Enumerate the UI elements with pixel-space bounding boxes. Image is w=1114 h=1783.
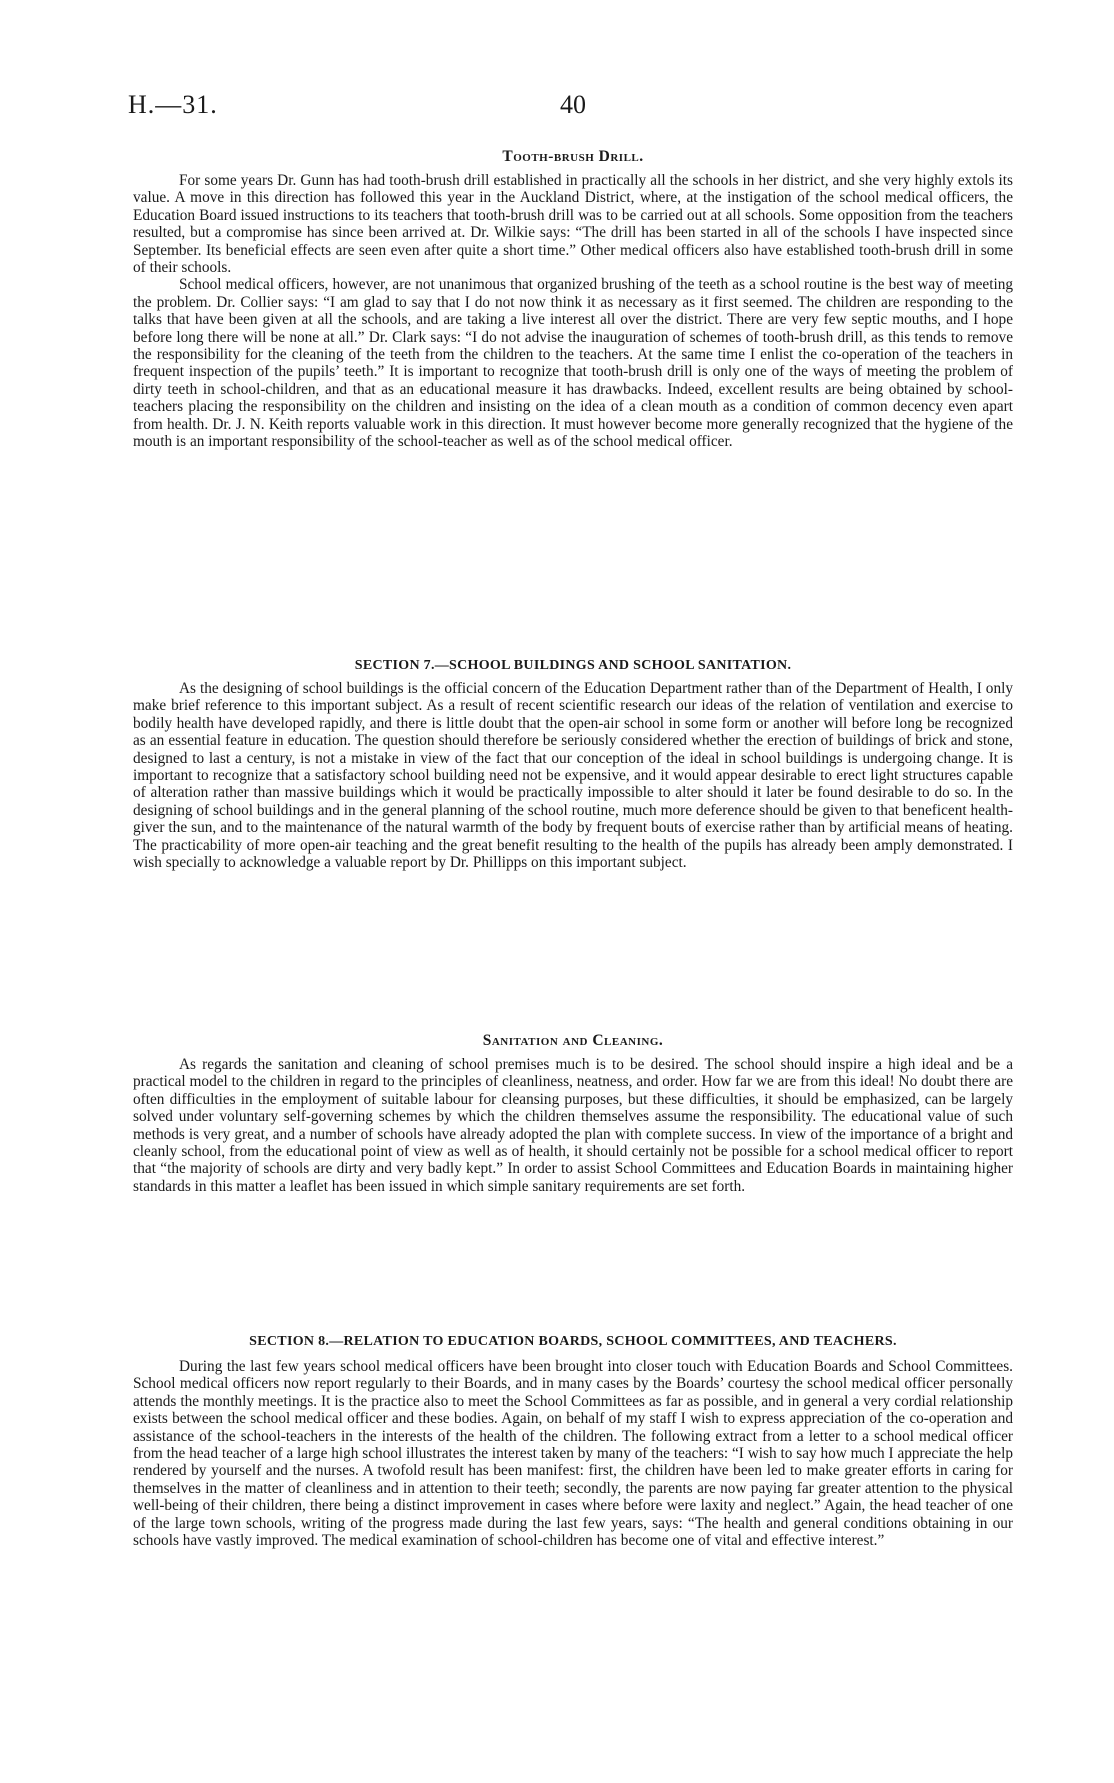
section-8-education-boards [133, 1334, 1013, 1549]
paragraph: For some years Dr. Gunn has had tooth-brush drill established in practically all the schools in her district, and she very highly extols its value. A move in this direction has followed this year in the Auckland District, where, at the instigation of the school medical officers, the Education Board issued instructions to its teachers that tooth-brush drill was to be carried out at all schools. Some opposition from the teachers resulted, but a compromise has since been arrived at. Dr. Wilkie says: “The drill has been started in all of the schools I have inspected since September. Its beneficial effects are seen even after quite a short time.” Other medical officers also have established tooth-brush drill in some of their schools. [133, 172, 1013, 277]
section-heading: SECTION 7.—SCHOOL BUILDINGS AND SCHOOL SANITATION. [354, 658, 792, 673]
report-code: H.—31. [128, 90, 218, 119]
section-7-school-buildings [133, 658, 1013, 871]
section-sanitation-cleaning [133, 1032, 1013, 1195]
section-tooth-brush-drill [133, 148, 1013, 451]
section-heading: Tooth-brush Drill. [502, 148, 644, 165]
section-heading: SECTION 8.—RELATION TO EDUCATION BOARDS, SCHOOL COMMITTEES, AND TEACHERS. [249, 1334, 897, 1349]
paragraph: School medical officers, however, are not unanimous that organized brushing of the teeth as a school routine is the best way of meeting the problem. Dr. Collier says: “I am glad to say that I do not now think it as necessary as it first seemed. The children are responding to the talks that have been given at all the schools, and are taking a live interest all over the district. There are very few septic mouths, and I hope before long there will be none at all.” Dr. Clark says: “I do not advise the inauguration of schemes of tooth-brush drill, as this tends to remove the responsibility for the cleaning of the teeth from the children to the teachers. At the same time I enlist the co-operation of the teachers in frequent inspection of the pupils’ teeth.” It is important to recognize that tooth-brush drill is only one of the ways of meeting the problem of dirty teeth in school-children, and that as an educational measure it has drawbacks. Indeed, excellent results are being obtained by school-teachers placing the responsibility on the children and insisting on the idea of a clean mouth as a condition of common decency even apart from health. Dr. J. N. Keith reports valuable work in this direction. It must however become more generally recognized that the hygiene of the mouth is an important responsibility of the school-teacher as well as of the school medical officer. [133, 276, 1013, 451]
paragraph: As the designing of school buildings is the official concern of the Education Department rather than of the Department of Health, I only make brief reference to this important subject. As a result of recent scientific research our ideas of the relation of ventilation and exercise to bodily health have developed rapidly, and there is little doubt that the open-air school in some form or another will before long be recognized as an essential feature in education. The question should therefore be seriously considered whether the erection of buildings of brick and stone, designed to last a century, is not a mistake in view of the fact that our conception of the ideal in school buildings is undergoing change. It is important to recognize that a satisfactory school building need not be expensive, and it would appear desirable to erect light structures capable of alteration rather than massive buildings which it would be practically impossible to alter should it later be found desirable to do so. In the designing of school buildings and in the general planning of the school routine, much more deference should be given to that beneficent health-giver the sun, and to the maintenance of the natural warmth of the body by frequent bouts of exercise rather than by artificial means of heating. The practicability of more open-air teaching and the great benefit resulting to the health of the pupils has already been amply demonstrated. I wish specially to acknowledge a valuable report by Dr. Phillipps on this important subject. [133, 680, 1013, 872]
paragraph: During the last few years school medical officers have been brought into closer touch with Education Boards and School Committees. School medical officers now report regularly to their Boards, and in many cases by the Boards’ courtesy the school medical officer personally attends the monthly meetings. It is the practice also to meet the School Committees as far as possible, and in general a very cordial relationship exists between the school medical officer and these bodies. Again, on behalf of my staff I wish to express appreciation of the co-operation and assistance of the school-teachers in the interests of the health of the children. The following extract from a letter to a school medical officer from the head teacher of a large high school illustrates the interest taken by many of the teachers: “I wish to say how much I appreciate the help rendered by yourself and the nurses. A twofold result has been manifest: first, the children have been led to make greater efforts in caring for themselves in the matter of cleanliness and in attention to their teeth; secondly, the parents are now paying far greater attention to the physical well-being of their children, there being a distinct improvement in cases where before were laxity and neglect.” Again, the head teacher of one of the large town schools, writing of the progress made during the last few years, says: “The health and general conditions obtaining in our schools have vastly improved. The medical examination of school-children has become one of vital and effective interest.” [133, 1358, 1013, 1550]
paragraph: As regards the sanitation and cleaning of school premises much is to be desired. The school should inspire a high ideal and be a practical model to the children in regard to the principles of cleanliness, neatness, and order. How far we are from this ideal! No doubt there are often difficulties in the employment of suitable labour for cleansing purposes, but these difficulties, it should be emphasized, can be largely solved under voluntary self-governing schemes by which the children themselves assume the responsibility. The educational value of such methods is very great, and a number of schools have already adopted the plan with complete success. In view of the importance of a bright and cleanly school, from the educational point of view as well as of health, it should certainly not be possible for a school medical officer to report that “the majority of schools are dirty and very badly kept.” In order to assist School Committees and Education Boards in maintaining higher standards in this matter a leaflet has been issued in which simple sanitary requirements are set forth. [133, 1056, 1013, 1195]
page-number: 40 [560, 90, 586, 119]
section-heading: Sanitation and Cleaning. [482, 1032, 664, 1049]
